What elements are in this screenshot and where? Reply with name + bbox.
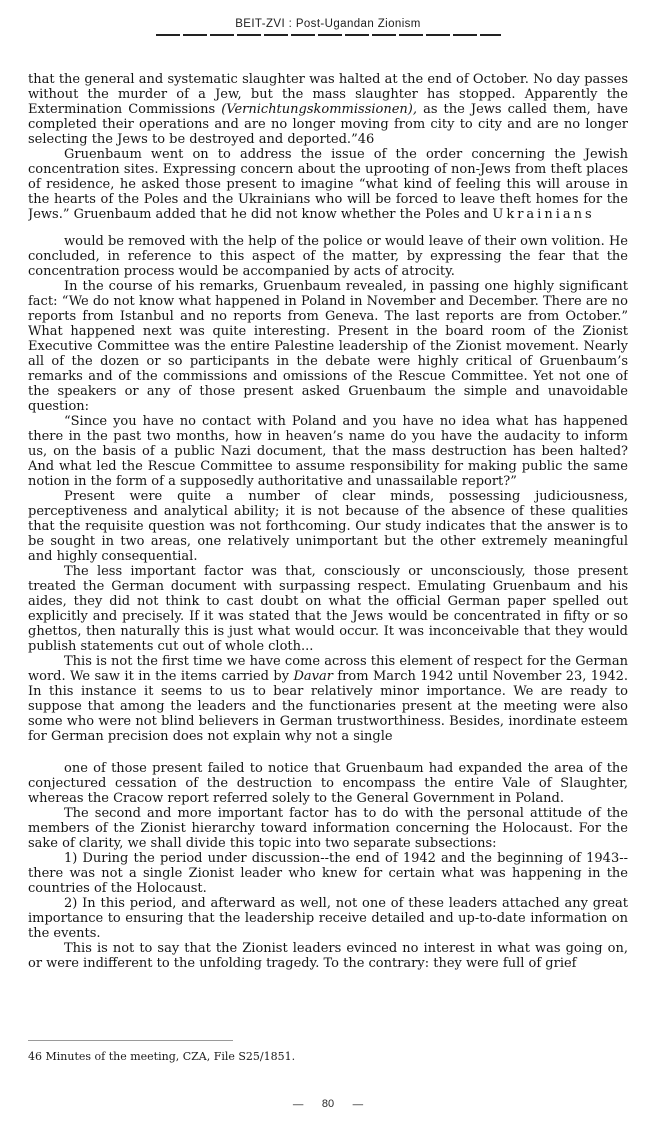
paragraph [28, 234, 628, 279]
page-number: 80 [321, 1098, 335, 1110]
text-segment: Ukrainians [492, 207, 595, 222]
text-segment: (Vernichtungskommissionen), [221, 102, 418, 117]
footnote: 46 Minutes of the meeting, CZA, File S25/1851. [28, 1050, 296, 1063]
text-segment: as the Jews called them, have completed their operations and are no longer moving from city to city and are no longer selecting the Jews to be destroyed and deported.” [28, 102, 628, 147]
text-segment: from March 1942 until November 23, 1942. In this instance it seems to us to bear relatively minor importance. We are ready to suppose that among the leaders and the functionaries present at the meeting were also some who were not blind believers in German trustworthiness. Besides, inordinate esteem for German precision does not explain why not a single [28, 669, 628, 744]
text-segment: would be removed with the help of the police or would leave of their own volition. He concluded, in reference to this aspect of the matter, by expressing the fear that the concentration process would be accompanied by acts of atrocity. [28, 234, 628, 279]
text-segment: “Since you have no contact with Poland and you have no idea what has happened there in the past two months, how in heaven’s name do you have the audacity to inform us, on the basis of a public Nazi document, that the mass destruction has been halted? And what led the Rescue Committee to assume responsibility for making public the same notion in the form of a supposedly authoritative and unassailable report?” [28, 414, 628, 489]
text-segment: The less important factor was that, consciously or unconsciously, those present treated the German document with surpassing respect. Emulating Gruenbaum and his aides, they did not think to cast doubt on what the official German paper spelled out explicitly and precisely. If it was stated that the Jews would be concentrated in fifty or so ghettos, then naturally this is just what would occur. It was inconceivable that they would publish statements cut out of whole cloth... [28, 564, 628, 654]
text-segment: This is not the first time we have come across this element of respect for the German word. We saw it in the items carried by [28, 654, 628, 684]
paragraph [28, 806, 628, 851]
paragraph [28, 654, 628, 744]
paragraph [28, 279, 628, 414]
text-segment: The second and more important factor has to do with the personal attitude of the members of the Zionist hierarchy toward information concerning the Holocaust. For the sake of clarity, we shall divide this topic into two separate subsections: [28, 806, 628, 851]
text-segment: This is not to say that the Zionist leaders evinced no interest in what was going on, or were indifferent to the unfolding tragedy. To the contrary: they were full of grief [28, 941, 628, 971]
paragraph [28, 72, 628, 147]
text-segment: In the course of his remarks, Gruenbaum revealed, in passing one highly significant fact: “We do not know what happened in Poland in November and December. There are no reports from Istanbul and no reports from Geneva. The last reports are from October.” What happened next was quite interesting. Present in the board room of the Zionist Executive Committee was the entire Palestine leadership of the Zionist movement. Nearly all of the dozen or so participants in the debate were highly critical of Gruenbaum’s remarks and of the commissions and omissions of the Rescue Committee. Yet not one of the speakers or any of those present asked Gruenbaum the simple and unavoidable question: [28, 279, 628, 414]
paragraph [28, 761, 628, 806]
text-segment: Present were quite a number of clear minds, possessing judiciousness, perceptiveness and analytical ability; it is not because of the absence of these qualities that the requisite question was not forthcoming. Our study indicates that the answer is to be sought in two areas, one relatively unimportant but the other extremely meaningful and highly consequential. [28, 489, 628, 564]
paragraph [28, 564, 628, 654]
text-segment: Davar [293, 669, 333, 684]
footnote-rule [28, 1040, 233, 1041]
paragraph [28, 147, 628, 222]
text-segment: 1) During the period under discussion--the end of 1942 and the beginning of 1943--there was not a single Zionist leader who knew for certain what was happening in the countries of the Holocaust. [28, 851, 628, 896]
text-segment: that the general and systematic slaughter was halted at the end of October. No day passes without the murder of a Jew, but the mass slaughter has stopped. Apparently the Extermination Commissions [28, 72, 628, 117]
text-segment: Gruenbaum went on to address the issue of the order concerning the Jewish concentration sites. Expressing concern about the uprooting of non-Jews from theft places of residence, he asked those present to imagine “what kind of feeling this will arouse in the hearts of the Poles and the Ukrainians who will be forced to leave theft homes for the Jews.” Gruenbaum added that he did not know whether the Poles and [28, 147, 628, 222]
paragraph [28, 851, 628, 896]
paragraph [28, 489, 628, 564]
page-number-dash-right: — [352, 1097, 364, 1111]
page-number-dash-left: — [292, 1097, 304, 1111]
text-segment: 2) In this period, and afterward as well, not one of these leaders attached any great importance to ensuring that the leadership receive detailed and up-to-date information on the events. [28, 896, 628, 941]
page-footer [0, 1097, 656, 1111]
footnote-block [28, 1040, 628, 1063]
paragraph [28, 896, 628, 941]
body-text [28, 72, 628, 1030]
header-rule [156, 34, 501, 36]
paragraph [28, 941, 628, 971]
text-segment: one of those present failed to notice that Gruenbaum had expanded the area of the conjectured cessation of the destruction to encompass the entire Vale of Slaughter, whereas the Cracow report referred solely to the General Government in Poland. [28, 761, 628, 806]
running-head: BEIT-ZVI : Post-Ugandan Zionism [235, 18, 421, 30]
footnote-ref-46: 46 [357, 132, 375, 147]
paragraph [28, 414, 628, 489]
